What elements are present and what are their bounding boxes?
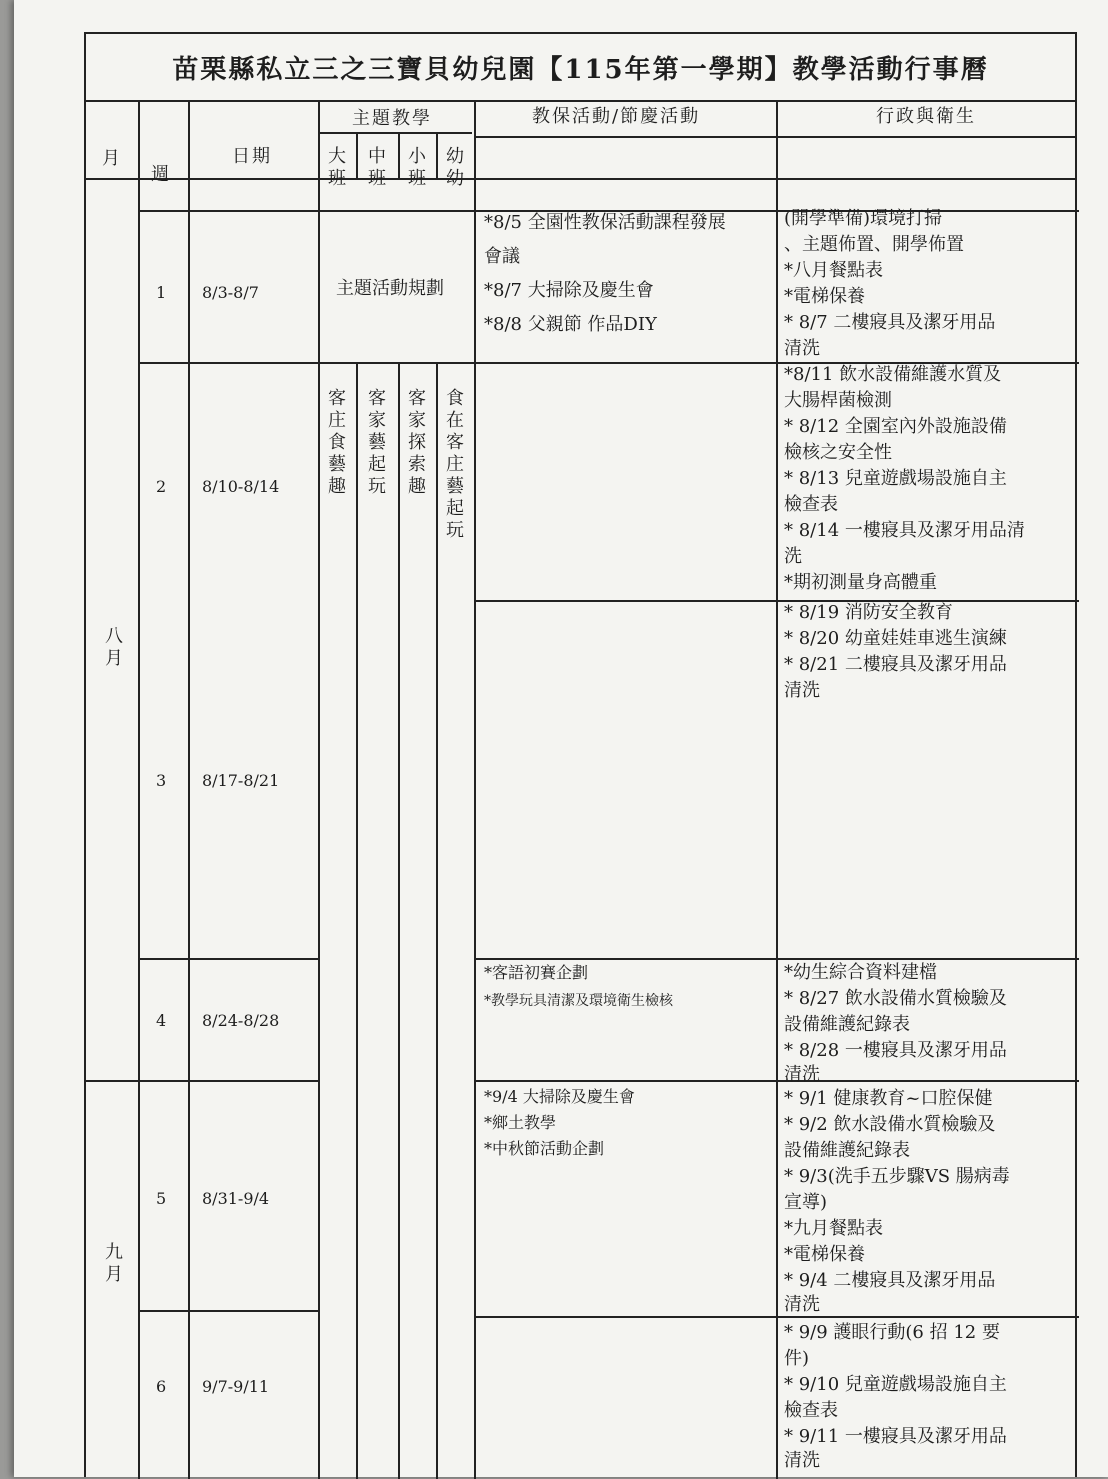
admin-item: (開學準備)環境打掃 [784, 208, 943, 229]
header-week: 週 [151, 164, 171, 185]
admin-item: * 9/11 一樓寢具及潔牙用品 [784, 1426, 1007, 1447]
admin-item: 宣導) [784, 1192, 828, 1213]
week-number: 5 [156, 1189, 167, 1208]
week-date: 8/3-8/7 [202, 283, 259, 302]
activity-item: *9/4 大掃除及慶生會 [484, 1087, 635, 1106]
week-date: 8/31-9/4 [202, 1189, 270, 1208]
admin-item: *幼生綜合資料建檔 [784, 962, 937, 983]
col-line-class-3 [436, 362, 438, 1479]
admin-item: 大腸桿菌檢測 [784, 390, 892, 411]
admin-item: * 9/9 護眼行動(6 招 12 要 [784, 1322, 1000, 1343]
row-line-month-sep [86, 1080, 318, 1082]
col-line-month [138, 102, 140, 1479]
theme-toddler-class: 食在客庄藝起玩 [446, 388, 464, 541]
admin-item: * 8/13 兒童遊戲場設施自主 [784, 468, 1007, 489]
theme-middle-class: 客家藝起玩 [368, 388, 386, 497]
admin-item: 清洗 [784, 680, 820, 701]
week-number: 3 [156, 771, 167, 790]
activity-item: *中秋節活動企劃 [484, 1139, 605, 1158]
header-class-middle: 中班 [368, 146, 386, 189]
admin-item: * 9/3(洗手五步驟VS 腸病毒 [784, 1166, 1010, 1187]
admin-item: * 8/20 幼童娃娃車逃生演練 [784, 628, 1007, 649]
row-line-week3 [474, 600, 1079, 602]
week-number: 4 [156, 1011, 167, 1030]
theme-big-class: 客庄食藝趣 [328, 388, 346, 497]
admin-item: * 8/7 二樓寢具及潔牙用品 [784, 312, 996, 333]
header-activities: 教保活動/節慶活動 [532, 106, 701, 127]
col-line-class-2-header [398, 132, 400, 180]
header-class-toddler: 幼幼 [446, 146, 464, 189]
admin-item: * 8/21 二樓寢具及潔牙用品 [784, 654, 1007, 675]
week-date: 8/17-8/21 [202, 771, 280, 790]
header-theme: 主題教學 [352, 108, 432, 129]
header-class-big: 大班 [328, 146, 346, 189]
admin-item: * 9/10 兒童遊戲場設施自主 [784, 1374, 1007, 1395]
theme-planning: 主題活動規劃 [336, 278, 444, 299]
admin-item: 檢查表 [784, 1400, 838, 1421]
admin-item: *電梯保養 [784, 286, 865, 307]
admin-item: 設備維護紀錄表 [784, 1014, 910, 1035]
col-line-class-1-header [356, 132, 358, 180]
week-date: 8/10-8/14 [202, 477, 280, 496]
col-line-class-2 [398, 362, 400, 1479]
header-date: 日期 [232, 146, 272, 167]
admin-item: * 8/28 一樓寢具及潔牙用品 [784, 1040, 1007, 1061]
document-title: 苗栗縣私立三之三寶貝幼兒園【115年第一學期】教學活動行事曆 [86, 34, 1075, 102]
col-line-class-1 [356, 362, 358, 1479]
admin-item: * 8/14 一樓寢具及潔牙用品清 [784, 520, 1025, 541]
document-page [14, 0, 1108, 1477]
activity-item: *客語初賽企劃 [484, 963, 589, 982]
header-month: 月 [102, 148, 122, 169]
admin-item: *期初測量身高體重 [784, 572, 937, 593]
admin-item: 檢查表 [784, 494, 838, 515]
activity-item: *8/8 父親節 作品DIY [484, 314, 657, 335]
admin-item: * 9/2 飲水設備水質檢驗及 [784, 1114, 996, 1135]
week-number: 1 [156, 283, 167, 302]
activity-item: *教學玩具清潔及環境衛生檢核 [484, 993, 673, 1009]
calendar-table [84, 32, 1077, 1477]
week-number: 2 [156, 477, 167, 496]
admin-item: * 8/19 消防安全教育 [784, 602, 953, 623]
row-line-week6-right [474, 1316, 1079, 1318]
row-line-week4-left [138, 958, 318, 960]
row-line-week6-left [138, 1310, 318, 1312]
theme-small-class: 客家探索趣 [408, 388, 426, 497]
row-line-week5 [474, 1080, 1079, 1082]
admin-item: *九月餐點表 [784, 1218, 883, 1239]
admin-item: * 9/1 健康教育~口腔保健 [784, 1088, 993, 1109]
admin-item: 檢核之安全性 [784, 442, 892, 463]
col-line-week [188, 102, 190, 1479]
admin-item: *電梯保養 [784, 1244, 865, 1265]
admin-item: *八月餐點表 [784, 260, 883, 281]
activity-item: 會議 [484, 246, 520, 267]
admin-item: * 8/12 全園室內外設施設備 [784, 416, 1007, 437]
activity-item: *8/7 大掃除及慶生會 [484, 280, 654, 301]
header-bottom-line [86, 178, 1075, 180]
admin-item: 清洗 [784, 1294, 820, 1315]
week-date: 8/24-8/28 [202, 1011, 280, 1030]
week-date: 9/7-9/11 [202, 1377, 270, 1396]
header-admin: 行政與衛生 [876, 106, 976, 127]
admin-item: * 8/27 飲水設備水質檢驗及 [784, 988, 1007, 1009]
admin-item: 設備維護紀錄表 [784, 1140, 910, 1161]
admin-item: 洗 [784, 546, 802, 567]
admin-item: *8/11 飲水設備維護水質及 [784, 364, 1002, 385]
admin-item: * 9/4 二樓寢具及潔牙用品 [784, 1270, 996, 1291]
col-line-activities [776, 102, 778, 1479]
activity-item: *8/5 全園性教保活動課程發展 [484, 212, 726, 233]
col-line-theme [474, 102, 476, 1479]
month-august: 八月 [105, 626, 123, 669]
admin-item: 清洗 [784, 1450, 820, 1471]
col-line-class-3-header [436, 132, 438, 180]
header-class-small: 小班 [408, 146, 426, 189]
admin-item: 、主題佈置、開學佈置 [784, 234, 964, 255]
admin-item: 清洗 [784, 338, 820, 359]
theme-subheader-line [318, 132, 472, 134]
month-september: 九月 [105, 1242, 123, 1285]
week-number: 6 [156, 1377, 167, 1396]
activity-item: *鄉土教學 [484, 1113, 557, 1132]
admin-item: 清洗 [784, 1064, 820, 1085]
admin-item: 件) [784, 1348, 810, 1369]
col-line-date [318, 102, 320, 1479]
